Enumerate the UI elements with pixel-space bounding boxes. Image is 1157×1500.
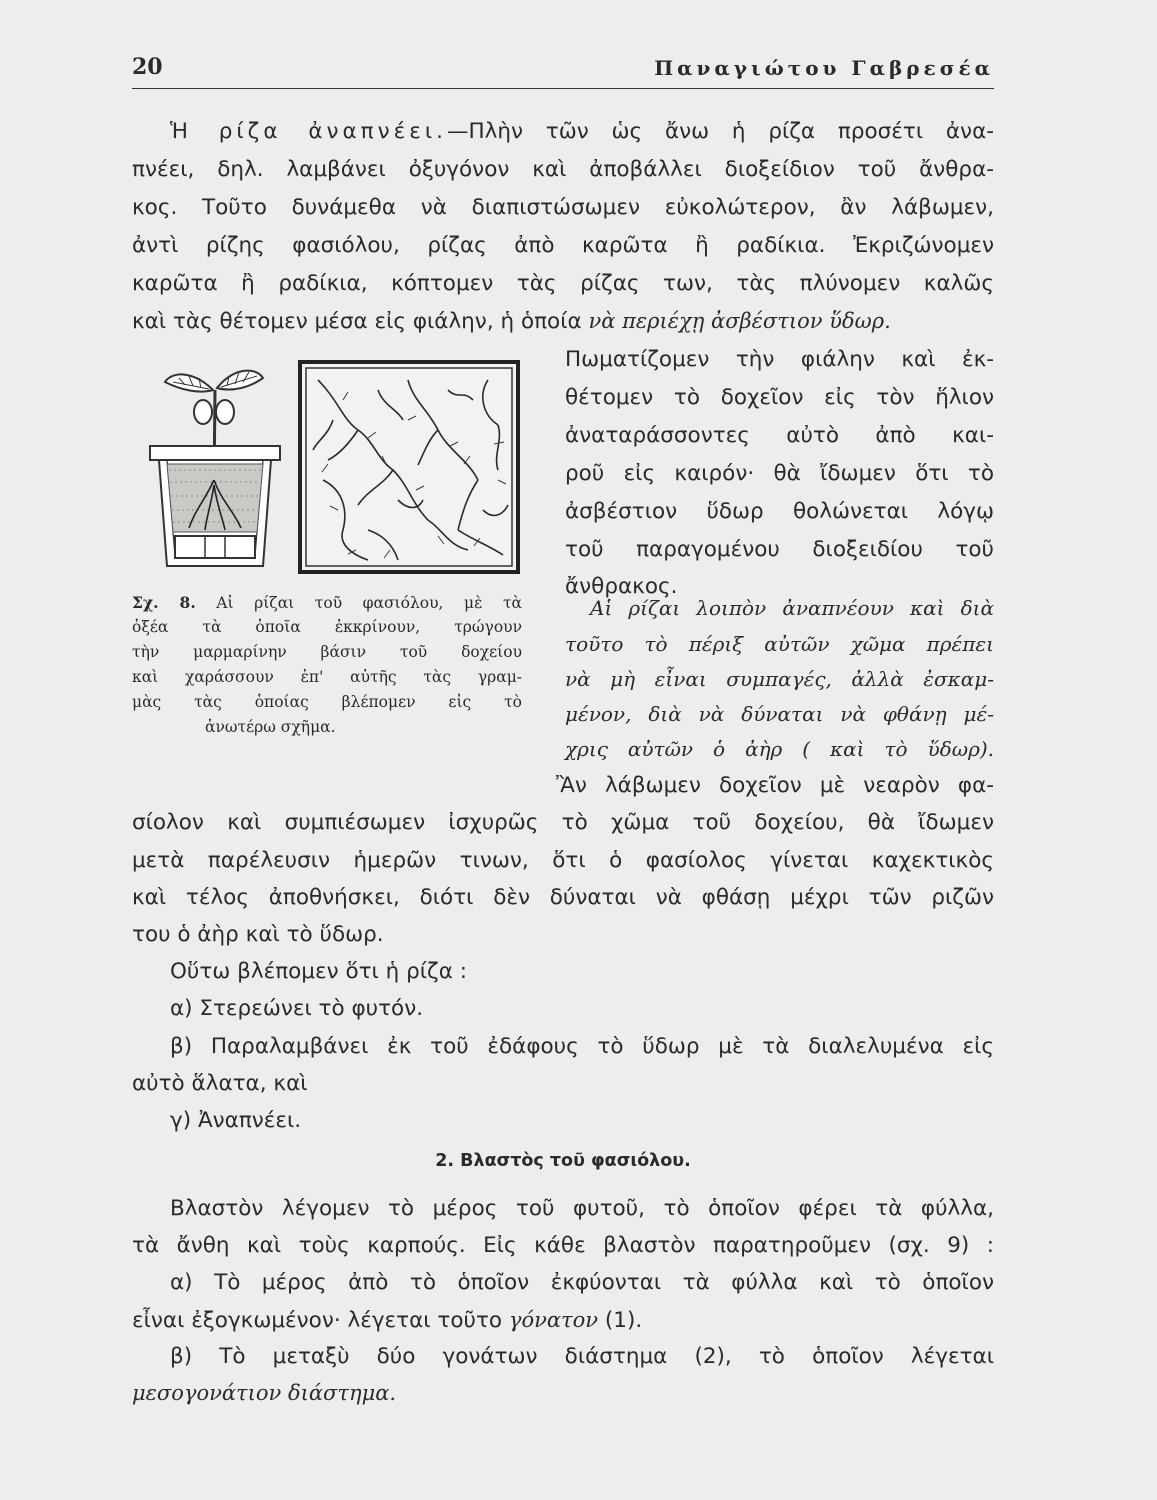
right-italic-line-4: μένον, διὰ νὰ δύναται νὰ φθάνῃ μέ- — [565, 702, 994, 726]
right-line-6: τοῦ παραγομένου διοξειδίου τοῦ — [565, 537, 994, 562]
figure-caption-line-1: Σχ. 8. Αἱ ρίζαι τοῦ φασιόλου, μὲ τὰ — [132, 593, 522, 612]
summary-item-a: α) Στερεώνει τὸ φυτόν. — [170, 996, 424, 1021]
figure-caption-line-4: καὶ χαράσσουν ἐπ' αὐτῆς τὰς γραμ- — [132, 668, 522, 686]
right-italic-line-2: τοῦτο τὸ πέριξ αὐτῶν χῶμα πρέπει — [565, 632, 994, 656]
section-line-1: Βλαστὸν λέγομεν τὸ μέρος τοῦ φυτοῦ, τὸ ὁποῖον φέρει τὰ φύλλα, — [170, 1196, 994, 1221]
figure-marble-root-etchings — [298, 360, 520, 575]
right-italic-line-5: χρις αὐτῶν ὁ ἀὴρ ( καὶ τὸ ὕδωρ). — [565, 737, 994, 761]
figure-caption-line-3: τὴν μαρμαρίνην βάσιν τοῦ δοχείου — [132, 643, 522, 661]
intro-line-4: ἀντὶ ρίζης φασιόλου, ρίζας ἀπὸ καρῶτα ἢ ραδίκια. Ἐκριζώνομεν — [132, 233, 994, 258]
figure-caption-line-2: ὀξέα τὰ ὁποῖα ἐκκρίνουν, τρώγουν — [132, 618, 522, 636]
right-italic-line-1: Αἱ ρίζαι λοιπὸν ἀναπνέουν καὶ διὰ — [590, 596, 994, 620]
section-item-a-line-1: α) Τὸ μέρος ἀπὸ τὸ ὁποῖον ἐκφύονται τὰ φύλλα καὶ τὸ ὁποῖον — [170, 1270, 994, 1295]
summary-item-b-line-1: β) Παραλαμβάνει ἐκ τοῦ ἐδάφους τὸ ὕδωρ μὲ τὰ διαλελυμένα εἰς — [170, 1034, 994, 1059]
summary-item-b-line-2: αὐτὸ ἅλατα, καὶ — [132, 1071, 308, 1096]
intro-line-2: πνέει, δηλ. λαμβάνει ὀξυγόνον καὶ ἀποβάλλει διοξείδιον τοῦ ἄνθρα- — [132, 157, 994, 182]
figure-caption-line-5: μὰς τὰς ὁποίας βλέπομεν εἰς τὸ — [132, 693, 522, 711]
page-header — [132, 48, 994, 89]
intro-line-6-plain: καὶ τὰς θέτομεν μέσα εἰς φιάλην, ἡ ὁποία — [132, 309, 589, 334]
summary-intro: Οὕτω βλέπομεν ὅτι ἡ ρίζα : — [170, 959, 467, 984]
intro-line-1-rest: —Πλὴν τῶν ὡς ἄνω ἡ ρίζα προσέτι ἀνα- — [446, 119, 994, 144]
section-heading: 2. Βλαστὸς τοῦ φασιόλου. — [435, 1151, 691, 1171]
intro-line-1 — [132, 115, 994, 149]
figure-potted-bean-plant — [145, 360, 295, 575]
figure-caption-line-6: ἀνωτέρω σχῆμα. — [205, 718, 336, 736]
right-italic-line-3: νὰ μὴ εἶναι συμπαγές, ἀλλὰ ἐσκαμ- — [565, 667, 994, 691]
body-line-2: σίολον καὶ συμπιέσωμεν ἰσχυρῶς τὸ χῶμα τοῦ δοχείου, θὰ ἴδωμεν — [132, 810, 994, 835]
summary-item-c: γ) Ἀναπνέει. — [170, 1108, 302, 1133]
body-line-4: καὶ τέλος ἀποθνήσκει, διότι δὲν δύναται νὰ φθάσῃ μέχρι τῶν ριζῶν — [132, 885, 994, 910]
intro-spaced-title: Ἡ ρίζα ἀναπνέει. — [170, 119, 447, 144]
right-line-7: ἄνθρακος. — [565, 574, 678, 599]
intro-line-6-italic: νὰ περιέχῃ ἀσβέστιον ὕδωρ. — [588, 309, 891, 333]
section-item-b-line-2: μεσογονάτιον διάστημα. — [132, 1381, 397, 1405]
body-line-3: μετὰ παρέλευσιν ἡμερῶν τινων, ὅτι ὁ φασίολος γίνεται καχεκτικὸς — [132, 848, 994, 873]
right-line-3: ἀναταράσσοντες αὐτὸ ἀπὸ και- — [565, 423, 994, 448]
right-line-5: ἀσβέστιον ὕδωρ θολώνεται λόγῳ — [565, 499, 994, 524]
body-line-1: Ἂν λάβωμεν δοχεῖον μὲ νεαρὸν φα- — [556, 773, 994, 798]
right-line-1: Πωματίζομεν τὴν φιάλην καὶ ἐκ- — [565, 347, 994, 372]
intro-line-6 — [132, 304, 994, 339]
right-line-4: ροῦ εἰς καιρόν· θὰ ἴδωμεν ὅτι τὸ — [565, 461, 994, 486]
running-title: Παναγιώτου Γαβρεσέα — [654, 56, 994, 80]
section-item-a-line-2: εἶναι ἐξογκωμένον· λέγεται τοῦτο γόνατον (1). — [132, 1308, 643, 1333]
right-line-2: θέτομεν τὸ δοχεῖον εἰς τὸν ἥλιον — [565, 385, 994, 410]
section-line-2: τὰ ἄνθη καὶ τοὺς καρπούς. Εἰς κάθε βλαστὸν παρατηροῦμεν (σχ. 9) : — [132, 1233, 994, 1258]
body-line-5: του ὁ ἀὴρ καὶ τὸ ὕδωρ. — [132, 922, 384, 947]
page-number: 20 — [132, 54, 163, 80]
intro-line-3: κος. Τοῦτο δυνάμεθα νὰ διαπιστώσωμεν εὐκολώτερον, ἂν λάβωμεν, — [132, 195, 994, 220]
section-item-b-line-1: β) Τὸ μεταξὺ δύο γονάτων διάστημα (2), τὸ ὁποῖον λέγεται — [170, 1344, 994, 1369]
intro-line-5: καρῶτα ἢ ραδίκια, κόπτομεν τὰς ρίζας των, τὰς πλύνομεν καλῶς — [132, 271, 994, 296]
term-gonaton: γόνατον — [508, 1308, 599, 1332]
figure-label: Σχ. 8. — [132, 593, 196, 612]
